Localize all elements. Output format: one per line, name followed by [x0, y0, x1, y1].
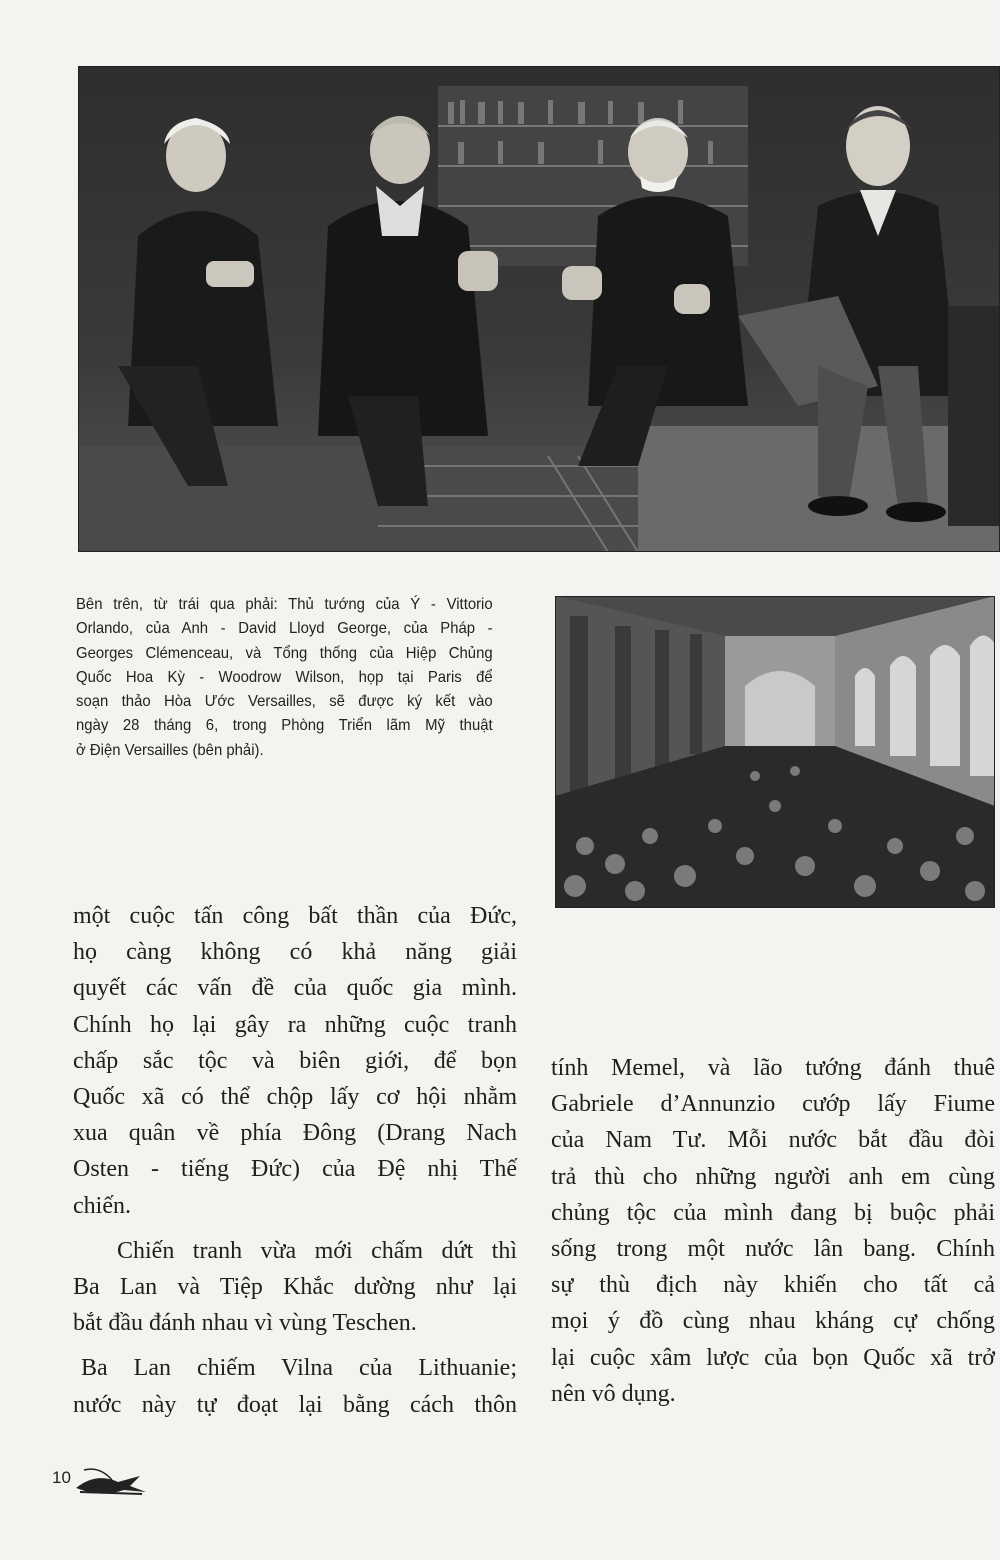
text-line: Chiến tranh vừa mới chấm dứt thì: [117, 1237, 517, 1264]
caption-line: Georges Clémenceau, và Tổng thống của Hiệp Chủng: [76, 644, 493, 662]
bird-ornament-icon: [66, 1462, 150, 1498]
text-line: nước này tự đoạt lại bằng cách thôn: [73, 1391, 517, 1418]
text-line: Quốc xã có thể chộp lấy cơ hội nhằm: [73, 1084, 517, 1111]
text-line: sống trong một nước lân bang. Chính: [551, 1236, 995, 1263]
text-line: nên vô dụng.: [551, 1380, 676, 1407]
photo-hall-of-mirrors: [555, 596, 995, 908]
caption-line: ngày 28 tháng 6, trong Phòng Triển lãm Mỹ thuật: [76, 717, 493, 735]
text-line: sự thù địch này khiến cho tất cả: [551, 1272, 995, 1299]
text-line: Ba Lan và Tiệp Khắc dường như lại: [73, 1274, 517, 1301]
caption-line: soạn thảo Hòa Ước Versailles, sẽ được ký kết vào: [76, 693, 493, 711]
text-line: quyết các vấn đề của quốc gia mình.: [73, 975, 517, 1002]
caption-line: ở Điện Versailles (bên phải).: [76, 741, 264, 759]
paragraph: [73, 1233, 517, 1342]
caption-line: Bên trên, từ trái qua phải: Thủ tướng của Ý - Vittorio: [76, 596, 493, 613]
text-line: Osten - tiếng Đức) của Đệ nhị Thế: [73, 1156, 517, 1183]
paragraph: [73, 1350, 517, 1422]
paragraph: [551, 1050, 995, 1412]
body-column-right: [551, 1050, 995, 1421]
text-line: Chính họ lại gây ra những cuộc tranh: [73, 1011, 517, 1038]
photo-top-leaders: [78, 66, 1000, 552]
text-line: Ba Lan chiếm Vilna của Lithuanie;: [81, 1355, 517, 1382]
paragraph: [73, 898, 517, 1224]
body-column-left: [73, 898, 517, 1432]
text-line: lại cuộc xâm lược của bọn Quốc xã trở: [551, 1344, 995, 1371]
text-line: Gabriele d’Annunzio cướp lấy Fiume: [551, 1091, 995, 1118]
text-line: chấp sắc tộc và biên giới, để bọn: [73, 1047, 517, 1074]
text-line: họ càng không có khả năng giải: [73, 939, 517, 966]
page-number: 10: [52, 1468, 71, 1487]
caption-line: Orlando, của Anh - David Lloyd George, của Pháp -: [76, 620, 493, 638]
text-line: chiến.: [73, 1192, 131, 1219]
text-line: xua quân về phía Đông (Drang Nach: [73, 1120, 517, 1147]
photo-caption: [76, 593, 493, 763]
text-line: trả thù cho những người anh em cùng: [551, 1163, 995, 1190]
text-line: một cuộc tấn công bất thần của Đức,: [73, 903, 517, 929]
text-line: của Nam Tư. Mỗi nước bắt đầu đòi: [551, 1127, 995, 1154]
text-line: mọi ý đồ cùng nhau kháng cự chống: [551, 1308, 995, 1335]
text-line: chủng tộc của mình đang bị buộc phải: [551, 1199, 995, 1226]
text-line: bắt đầu đánh nhau vì vùng Teschen.: [73, 1310, 417, 1337]
text-line: tính Memel, và lão tướng đánh thuê: [551, 1055, 995, 1081]
caption-line: Quốc Hoa Kỳ - Woodrow Wilson, họp tại Paris để: [76, 668, 493, 686]
